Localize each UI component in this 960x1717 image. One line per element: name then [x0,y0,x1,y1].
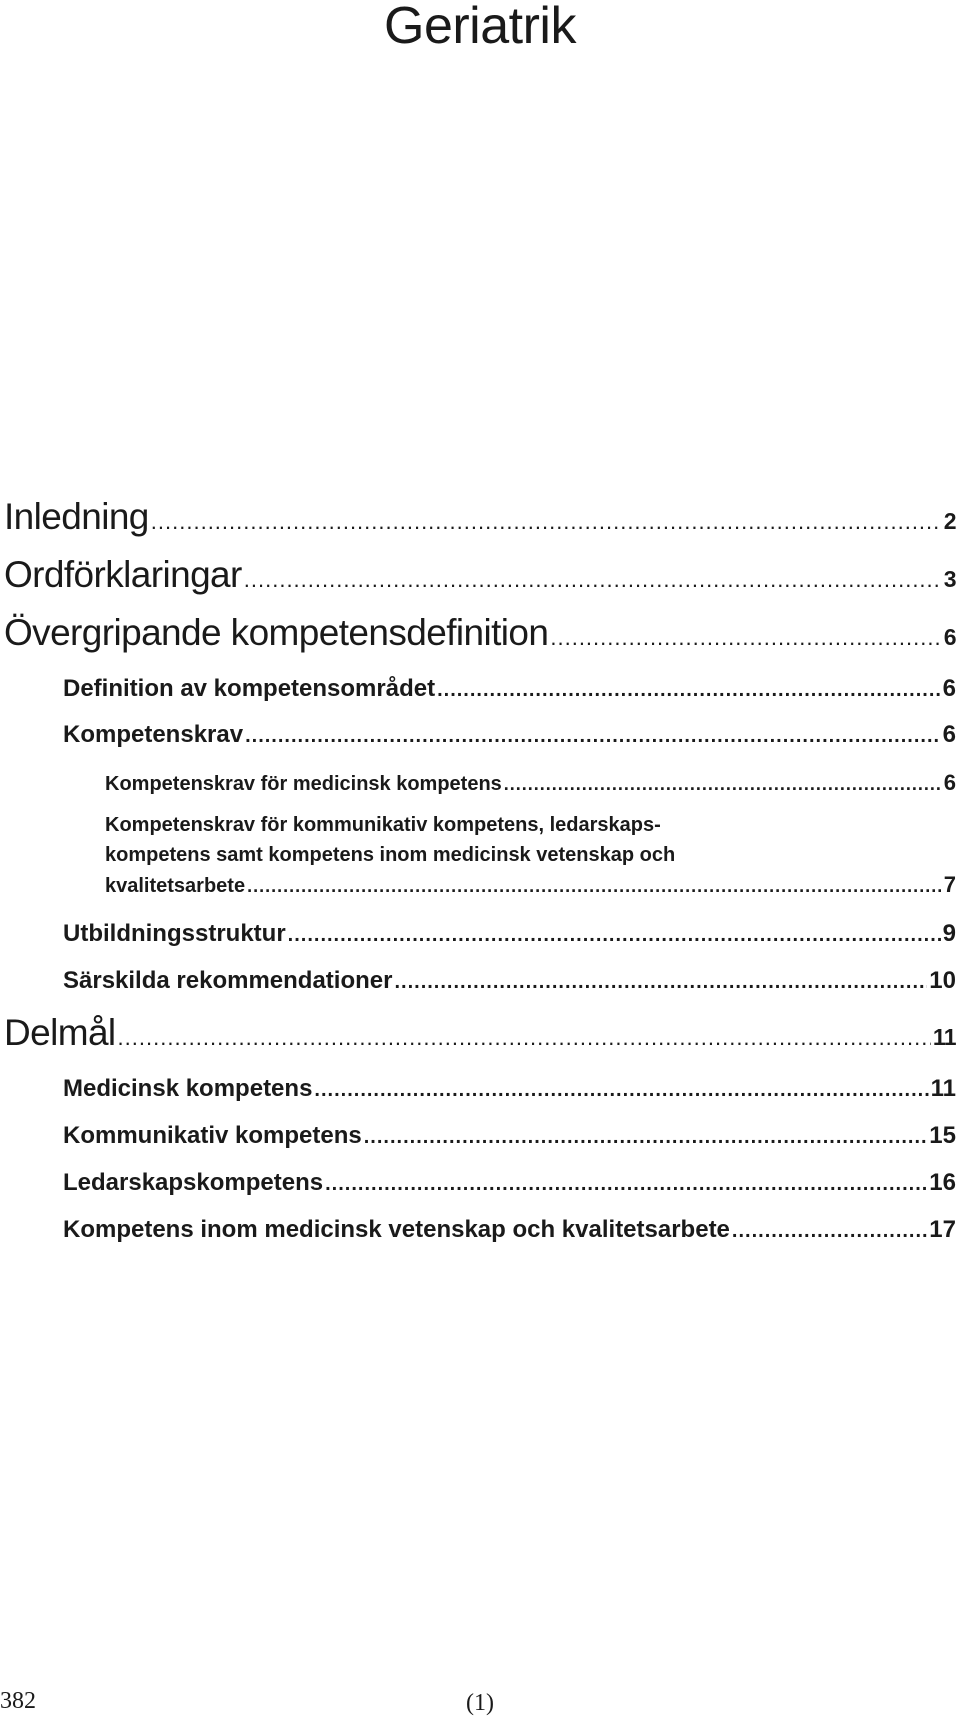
toc-leader-dots [325,1173,927,1196]
toc-page-number: 11 [930,1075,956,1102]
toc-entry-label: Delmål [4,1012,116,1053]
toc-entry-label: Ledarskapskompetens [63,1169,324,1196]
toc-page-number: 15 [929,1122,956,1149]
toc-page-number: 16 [929,1169,956,1196]
toc-entry-ledarskapskompetens[interactable] [63,1169,956,1197]
toc-entry-label: Definition av kompetensområdet [63,675,436,702]
toc-page-number: 7 [943,872,956,897]
toc-entry-label: Ordförklaringar [4,554,242,595]
toc-leader-dots [288,924,941,947]
toc-leader-dots [364,1126,928,1149]
toc-page-number: 11 [932,1024,956,1050]
toc-leader-dots [437,679,941,702]
toc-page-number: 6 [943,770,956,795]
toc-entry-label: Medicinsk kompetens [63,1075,313,1102]
toc-leader-dots [732,1220,927,1243]
footer-page-number: 382 [0,1688,36,1714]
toc-page-number: 10 [929,967,956,994]
toc-entry-label: Kompetens inom medicinsk vetenskap och kvalitetsarbete [63,1216,730,1243]
toc-page-number: 9 [942,920,956,947]
toc-entry-overgripande[interactable] [4,612,956,654]
toc-page-number: 2 [943,508,956,534]
toc-entry-label: Särskilda rekommendationer [63,967,393,994]
toc-entry-delmal[interactable] [4,1012,956,1054]
toc-entry-label: Övergripande kompetensdefinition [4,612,549,653]
toc-entry-kommunikativ-krav[interactable] [105,810,956,901]
toc-leader-dots [118,1025,931,1051]
toc-leader-dots [314,1079,928,1102]
toc-entry-label: Kompetenskrav för medicinsk kompetens [105,773,502,795]
toc-leader-dots [550,625,941,651]
toc-entry-definition[interactable] [63,675,956,703]
toc-page-number: 6 [942,721,956,748]
toc-entry-label: Kommunikativ kompetens [63,1122,362,1149]
toc-leader-dots [247,871,942,901]
toc-entry-line: kvalitetsarbete [105,875,246,897]
toc-leader-dots [245,725,941,748]
toc-entry-line: Kompetenskrav för kommunikativ kompetens, ledarskaps- [105,814,661,836]
toc-leader-dots [394,971,927,994]
toc-page-number: 6 [942,675,956,702]
toc-entry-sarskilda[interactable] [63,967,956,995]
toc-entry-inledning[interactable] [4,496,956,538]
toc-page-number: 17 [929,1216,956,1243]
toc-leader-dots [504,774,942,795]
toc-entry-kommunikativ-kompetens[interactable] [63,1122,956,1150]
toc-leader-dots [244,567,942,593]
page-title: Geriatrik [384,0,576,55]
toc-leader-dots [151,509,942,535]
toc-entry-utbildningsstruktur[interactable] [63,920,956,948]
toc-entry-line: kompetens samt kompetens inom medicinsk vetenskap och [105,844,676,866]
footer-center-label: (1) [466,1690,494,1716]
toc-page-number: 6 [943,624,956,650]
toc-entry-ordforklaringar[interactable] [4,554,956,596]
toc-entry-medicinsk-krav[interactable] [105,770,956,796]
toc-entry-kompetenskrav[interactable] [63,721,956,749]
toc-entry-label: Kompetenskrav [63,721,244,748]
toc-entry-label: Utbildningsstruktur [63,920,286,947]
toc-entry-vetenskap-kvalitet[interactable] [63,1216,956,1244]
toc-entry-medicinsk-kompetens[interactable] [63,1075,956,1103]
toc-page-number: 3 [943,566,956,592]
toc-entry-label: Inledning [4,496,149,537]
